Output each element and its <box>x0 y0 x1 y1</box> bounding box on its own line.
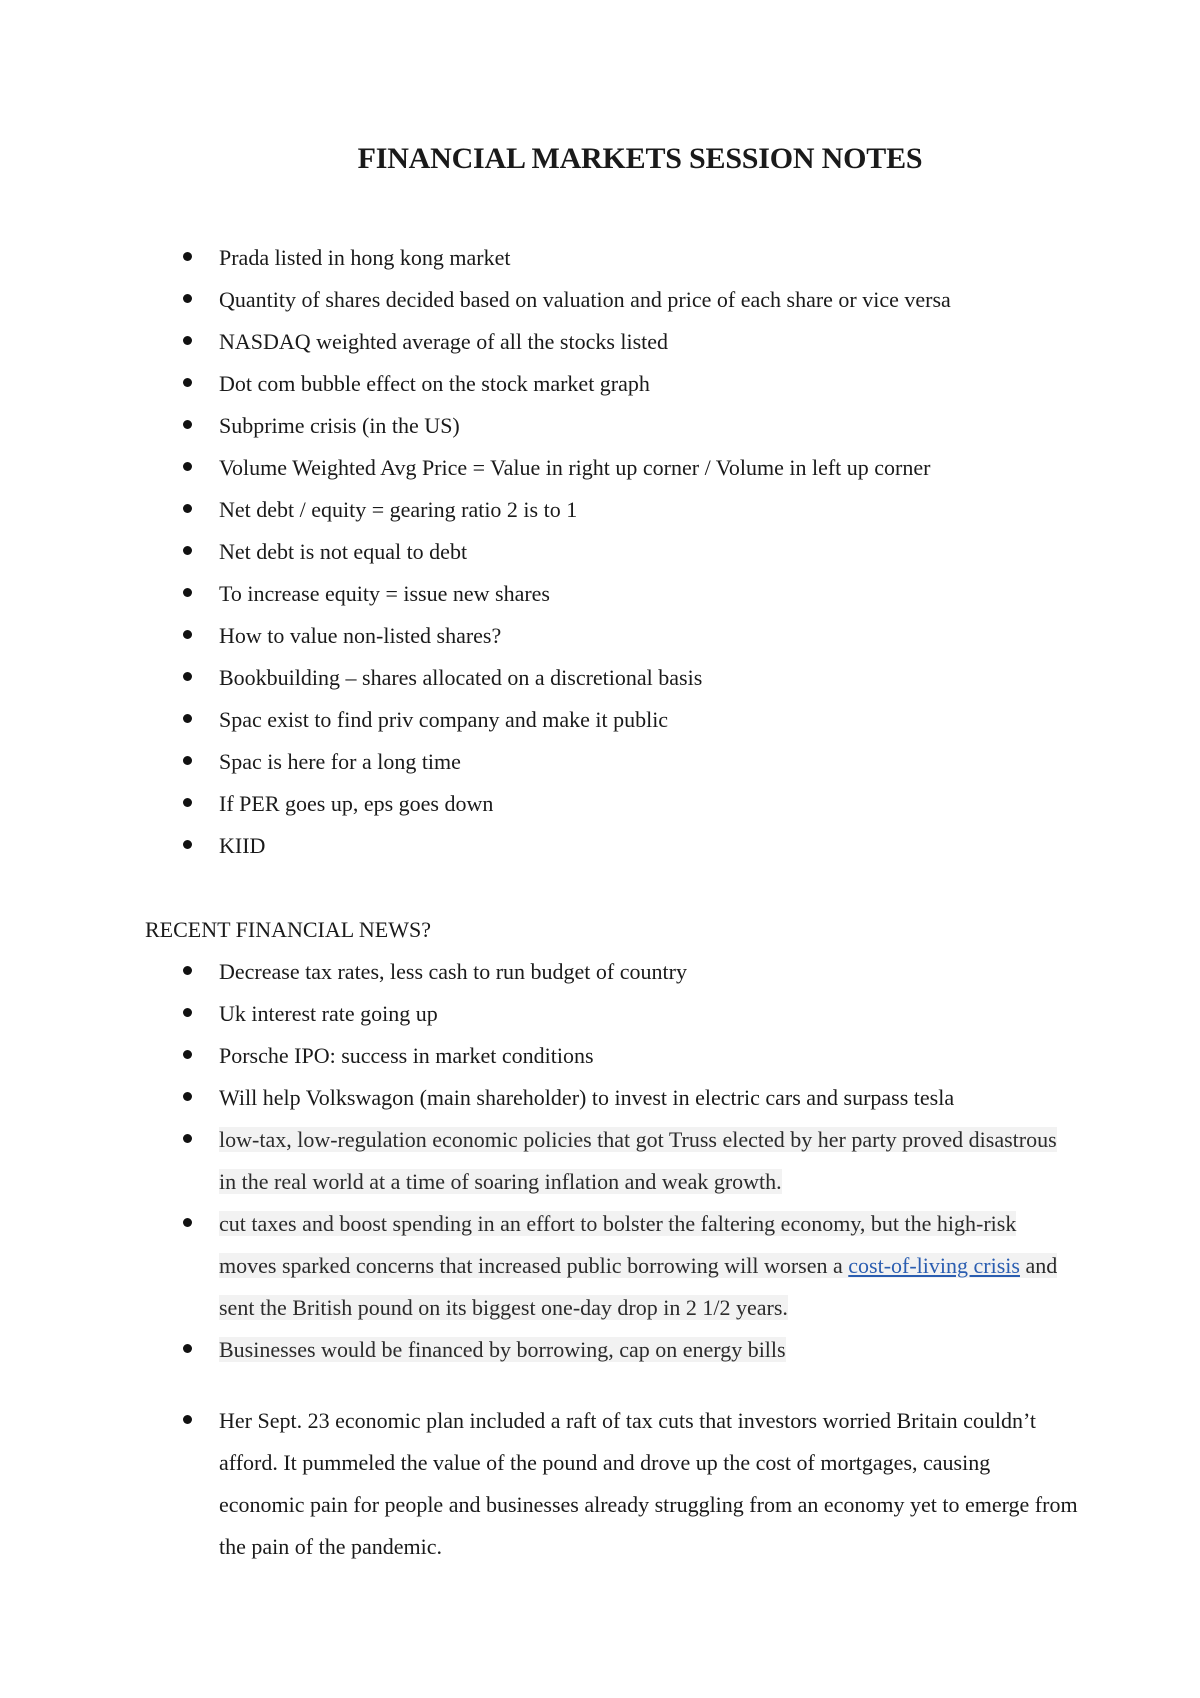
list-item-text: Her Sept. 23 economic plan included a raft of tax cuts that investors worried Britain couldn’t afford. It pummeled the value of the pound and drove up the cost of mortgages, causing economic pain for people and businesses already struggling from an economy yet to emerge from the pain of the pandemic. <box>219 1408 1078 1559</box>
bullet-icon <box>183 756 192 765</box>
list-item <box>0 657 1200 699</box>
list-item-text: Spac is here for a long time <box>219 749 461 774</box>
bullet-icon <box>183 1008 192 1017</box>
bullet-icon <box>183 672 192 681</box>
bullet-icon <box>183 714 192 723</box>
quoted-news-text-part: and sent the British pound on its biggest one-day drop in 2 1/2 years. <box>219 1253 1058 1320</box>
cost-of-living-link[interactable]: cost-of-living crisis <box>848 1253 1020 1278</box>
list-item <box>0 741 1200 783</box>
list-item <box>0 1400 1079 1568</box>
list-item <box>0 447 1200 489</box>
bullet-icon <box>183 798 192 807</box>
bullet-icon <box>183 504 192 513</box>
quoted-news-text <box>219 1211 1057 1320</box>
document-title: FINANCIAL MARKETS SESSION NOTES <box>357 142 923 175</box>
list-item-text: Uk interest rate going up <box>219 1001 438 1026</box>
list-item <box>0 783 1200 825</box>
list-item <box>0 573 1200 615</box>
bullet-icon <box>183 420 192 429</box>
list-item-text: How to value non-listed shares? <box>219 623 502 648</box>
list-item <box>0 993 1200 1035</box>
list-item <box>0 825 1200 867</box>
bullet-icon <box>183 840 192 849</box>
list-item-text: Prada listed in hong kong market <box>219 245 511 270</box>
list-item <box>0 405 1200 447</box>
list-item <box>0 1203 1079 1329</box>
bullet-icon <box>183 462 192 471</box>
bullet-icon <box>183 1415 192 1424</box>
bullet-icon <box>183 546 192 555</box>
list-item-text: Will help Volkswagon (main shareholder) to invest in electric cars and surpass tesla <box>219 1085 955 1110</box>
bullet-icon <box>183 1218 192 1227</box>
news-list <box>0 951 1200 1371</box>
final-note-list <box>0 1400 1200 1568</box>
quoted-news-text-part: cut taxes and boost spending in an effort to bolster the faltering economy, but the high-risk moves sparked concerns that increased public borrowing will worsen a <box>219 1211 1017 1278</box>
list-item-text: NASDAQ weighted average of all the stocks listed <box>219 329 669 354</box>
list-item <box>0 531 1200 573</box>
list-item <box>0 951 1200 993</box>
list-item <box>0 699 1200 741</box>
list-item <box>0 1119 1079 1203</box>
bullet-icon <box>183 294 192 303</box>
list-item-text: If PER goes up, eps goes down <box>219 791 494 816</box>
list-item <box>0 237 1200 279</box>
bullet-icon <box>183 588 192 597</box>
list-item-text: Net debt is not equal to debt <box>219 539 468 564</box>
list-item-text: Dot com bubble effect on the stock market graph <box>219 371 650 396</box>
list-item <box>0 1035 1200 1077</box>
list-item <box>0 489 1200 531</box>
list-item <box>0 279 1200 321</box>
list-item-text: Decrease tax rates, less cash to run budget of country <box>219 959 687 984</box>
bullet-icon <box>183 1134 192 1143</box>
list-item <box>0 615 1200 657</box>
quoted-news-text: Businesses would be financed by borrowing, cap on energy bills <box>219 1337 786 1362</box>
bullet-icon <box>183 378 192 387</box>
bullet-icon <box>183 630 192 639</box>
list-item-text: Volume Weighted Avg Price = Value in right up corner / Volume in left up corner <box>219 455 931 480</box>
list-item-text: Net debt / equity = gearing ratio 2 is to 1 <box>219 497 578 522</box>
news-heading: RECENT FINANCIAL NEWS? <box>145 917 431 942</box>
bullet-icon <box>183 966 192 975</box>
list-item <box>0 1329 1200 1371</box>
list-item-text: Porsche IPO: success in market conditions <box>219 1043 594 1068</box>
bullet-icon <box>183 1050 192 1059</box>
list-item-text: Subprime crisis (in the US) <box>219 413 460 438</box>
bullet-icon <box>183 252 192 261</box>
quoted-news-text: low-tax, low-regulation economic policies that got Truss elected by her party proved disastrous in the real world at a time of soaring inflation and weak growth. <box>219 1127 1057 1194</box>
bullet-icon <box>183 1092 192 1101</box>
bullet-icon <box>183 1344 192 1353</box>
list-item-text: Quantity of shares decided based on valuation and price of each share or vice versa <box>219 287 951 312</box>
list-item-text: Spac exist to find priv company and make it public <box>219 707 669 732</box>
list-item <box>0 1077 1200 1119</box>
bullet-icon <box>183 336 192 345</box>
list-item-text: To increase equity = issue new shares <box>219 581 550 606</box>
list-item-text: KIID <box>219 833 266 858</box>
session-notes-list <box>0 237 1200 867</box>
list-item-text: Bookbuilding – shares allocated on a discretional basis <box>219 665 703 690</box>
list-item <box>0 363 1200 405</box>
list-item <box>0 321 1200 363</box>
